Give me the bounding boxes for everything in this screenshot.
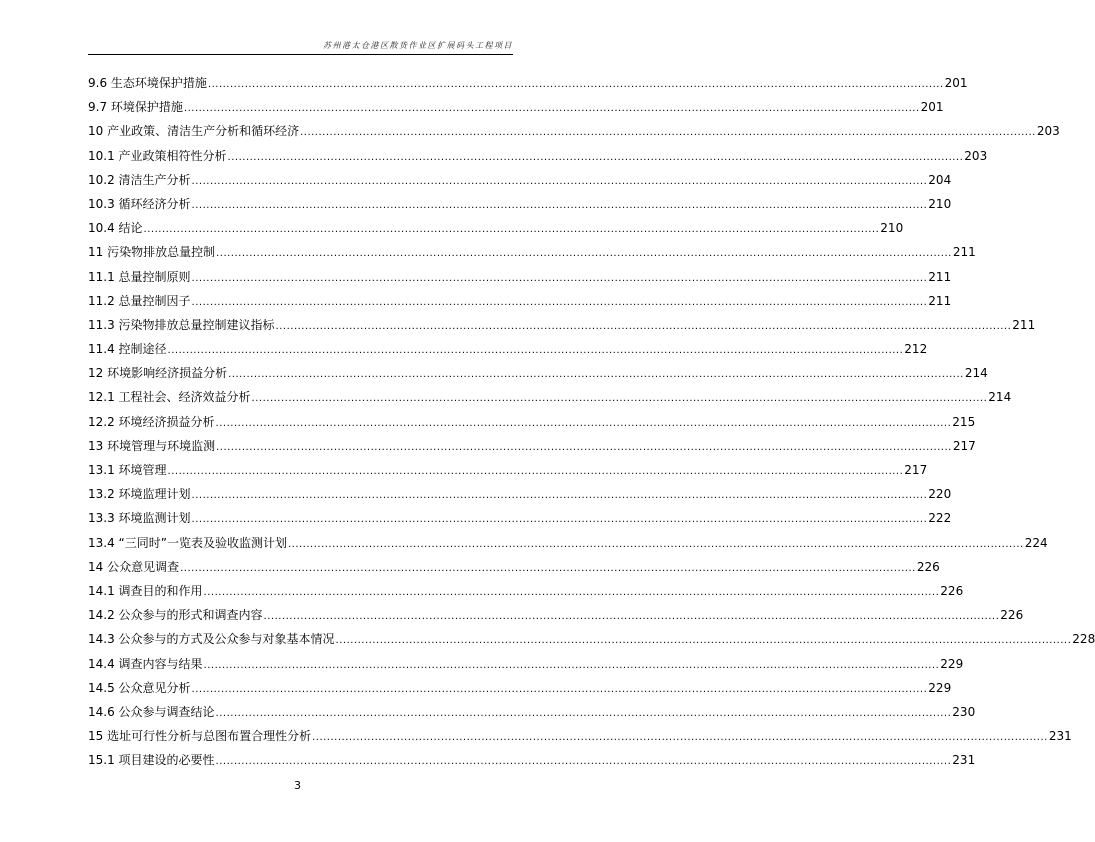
toc-entry[interactable]: [88, 458, 928, 482]
toc-entry-page: 231: [952, 753, 976, 768]
toc-leader-dots: ........................................................................................................................................................................................................: [228, 369, 964, 381]
toc-entry-title: 13.2 环境监理计划: [88, 487, 191, 502]
toc-entry-title: 11 污染物排放总量控制: [88, 245, 216, 260]
toc-leader-dots: ........................................................................................................................................................................................................: [183, 103, 920, 115]
toc-entry[interactable]: [88, 361, 988, 385]
toc-leader-dots: ........................................................................................................................................................................................................: [167, 345, 904, 357]
toc-entry-page: 231: [1048, 729, 1072, 744]
toc-leader-dots: ........................................................................................................................................................................................................: [207, 79, 944, 90]
toc-entry-title: 10.3 循环经济分析: [88, 196, 191, 211]
toc-entry-page: 210: [880, 221, 904, 236]
toc-entry-page: 211: [928, 269, 952, 284]
toc-entry-title: 13.3 环境监测计划: [88, 511, 191, 526]
toc-leader-dots: ........................................................................................................................................................................................................: [191, 199, 928, 211]
toc-entry-title: 15 选址可行性分析与总图布置合理性分析: [88, 729, 312, 744]
toc-entry-title: 14.6 公众参与调查结论: [88, 704, 215, 719]
toc-entry[interactable]: [88, 95, 944, 119]
toc-leader-dots: ........................................................................................................................................................................................................: [335, 635, 1072, 647]
toc-leader-dots: ........................................................................................................................................................................................................: [300, 127, 1036, 139]
toc-leader-dots: ........................................................................................................................................................................................................: [143, 224, 880, 236]
toc-entry-page: 201: [944, 76, 968, 90]
toc-entry-page: 210: [928, 196, 952, 211]
toc-entry-title: 9.7 环境保护措施: [88, 100, 183, 115]
toc-entry[interactable]: [88, 313, 1036, 337]
toc-entry[interactable]: [88, 676, 952, 700]
toc-entry[interactable]: [88, 482, 952, 506]
toc-entry[interactable]: [88, 240, 976, 264]
toc-leader-dots: ........................................................................................................................................................................................................: [215, 707, 952, 719]
toc-leader-dots: ........................................................................................................................................................................................................: [180, 562, 916, 574]
toc-leader-dots: ........................................................................................................................................................................................................: [167, 466, 904, 477]
toc-entry[interactable]: [88, 652, 964, 676]
toc-entry[interactable]: [88, 506, 952, 530]
toc-entry-title: 11.4 控制途径: [88, 342, 167, 357]
toc-entry[interactable]: [88, 216, 904, 240]
toc-entry-page: 222: [928, 511, 952, 526]
toc-entry-page: 220: [928, 487, 952, 502]
toc-entry-title: 11.1 总量控制原则: [88, 269, 191, 284]
toc-entry[interactable]: [88, 337, 928, 361]
toc-entry-title: 10.1 产业政策相符性分析: [88, 148, 227, 163]
toc-entry-page: 201: [920, 100, 944, 115]
toc-entry-title: 14 公众意见调查: [88, 559, 180, 574]
toc-entry-title: 15.1 项目建设的必要性: [88, 753, 215, 768]
toc-entry[interactable]: [88, 265, 952, 289]
toc-entry-title: 9.6 生态环境保护措施: [88, 76, 207, 90]
toc-entry-title: 12 环境影响经济损益分析: [88, 366, 228, 381]
toc-leader-dots: ........................................................................................................................................................................................................: [215, 417, 952, 429]
toc-entry-page: 214: [988, 390, 1012, 405]
toc-entry-page: 224: [1024, 535, 1048, 550]
toc-entry[interactable]: [88, 555, 940, 579]
toc-leader-dots: ........................................................................................................................................................................................................: [191, 272, 928, 284]
toc-entry[interactable]: [88, 603, 1024, 627]
toc-entry-page: 214: [964, 366, 988, 381]
toc-entry-title: 14.2 公众参与的形式和调查内容: [88, 608, 263, 623]
toc-leader-dots: ........................................................................................................................................................................................................: [263, 611, 1000, 623]
toc-entry[interactable]: [88, 192, 952, 216]
toc-entry-title: 14.3 公众参与的方式及公众参与对象基本情况: [88, 632, 335, 647]
toc-entry[interactable]: [88, 144, 988, 168]
toc-entry-page: 226: [916, 559, 940, 574]
toc-entry-title: 13 环境管理与环境监测: [88, 438, 216, 453]
toc-entry-page: 217: [952, 438, 976, 453]
toc-entry-title: 10 产业政策、清洁生产分析和循环经济: [88, 124, 300, 139]
table-of-contents: [88, 71, 1095, 772]
toc-entry-title: 14.5 公众意见分析: [88, 680, 191, 695]
toc-leader-dots: ........................................................................................................................................................................................................: [275, 320, 1012, 332]
toc-entry-title: 10.4 结论: [88, 221, 143, 236]
toc-entry-title: 14.4 调查内容与结果: [88, 656, 203, 671]
toc-entry-page: 211: [1012, 317, 1036, 332]
toc-entry-title: 13.4 “三同时”一览表及验收监测计划: [88, 535, 287, 550]
toc-entry-page: 230: [952, 704, 976, 719]
toc-leader-dots: ........................................................................................................................................................................................................: [191, 490, 928, 502]
toc-entry[interactable]: [88, 289, 952, 313]
toc-leader-dots: ........................................................................................................................................................................................................: [215, 756, 952, 768]
toc-entry[interactable]: [88, 434, 976, 458]
toc-entry-page: 215: [952, 414, 976, 429]
toc-entry[interactable]: [88, 627, 1095, 651]
toc-entry-page: 226: [1000, 608, 1024, 623]
toc-entry[interactable]: [88, 531, 1048, 555]
toc-entry-title: 14.1 调查目的和作用: [88, 583, 203, 598]
toc-entry-page: 211: [952, 245, 976, 260]
toc-entry[interactable]: [88, 385, 1012, 409]
toc-entry-page: 229: [940, 656, 964, 671]
toc-leader-dots: ........................................................................................................................................................................................................: [191, 175, 928, 187]
toc-entry[interactable]: [88, 748, 976, 772]
toc-entry-title: 12.2 环境经济损益分析: [88, 414, 215, 429]
toc-leader-dots: ........................................................................................................................................................................................................: [203, 586, 940, 598]
toc-entry-page: 211: [928, 293, 952, 308]
toc-entry-title: 11.3 污染物排放总量控制建议指标: [88, 317, 275, 332]
page-number: 3: [294, 779, 301, 792]
toc-entry[interactable]: [88, 168, 952, 192]
toc-leader-dots: ........................................................................................................................................................................................................: [191, 683, 928, 695]
toc-leader-dots: ........................................................................................................................................................................................................: [191, 296, 928, 308]
toc-entry-page: 228: [1072, 632, 1095, 647]
toc-entry-page: 203: [1036, 124, 1060, 139]
toc-entry-title: 13.1 环境管理: [88, 463, 167, 477]
toc-leader-dots: ........................................................................................................................................................................................................: [287, 538, 1024, 550]
toc-leader-dots: ........................................................................................................................................................................................................: [216, 441, 952, 453]
toc-entry-title: 10.2 清洁生产分析: [88, 172, 191, 187]
toc-entry[interactable]: [88, 71, 968, 95]
toc-entry-page: 226: [940, 583, 964, 598]
toc-entry-page: 229: [928, 680, 952, 695]
toc-leader-dots: ........................................................................................................................................................................................................: [216, 248, 952, 260]
toc-leader-dots: ........................................................................................................................................................................................................: [191, 514, 928, 526]
header-text: 苏州港太仓港区散货作业区扩展码头工程项目: [323, 41, 513, 50]
toc-leader-dots: ........................................................................................................................................................................................................: [312, 732, 1048, 744]
toc-leader-dots: ........................................................................................................................................................................................................: [227, 151, 964, 163]
toc-leader-dots: ........................................................................................................................................................................................................: [203, 659, 940, 671]
toc-entry[interactable]: [88, 410, 976, 434]
toc-entry-page: 217: [904, 463, 928, 477]
page-header: [88, 40, 513, 55]
toc-entry-title: 11.2 总量控制因子: [88, 293, 191, 308]
toc-leader-dots: ........................................................................................................................................................................................................: [251, 393, 988, 405]
toc-entry[interactable]: [88, 119, 1060, 143]
toc-entry[interactable]: [88, 579, 964, 603]
toc-entry-page: 204: [928, 172, 952, 187]
toc-entry-page: 203: [964, 148, 988, 163]
toc-entry-title: 12.1 工程社会、经济效益分析: [88, 390, 251, 405]
toc-entry[interactable]: [88, 700, 976, 724]
toc-entry[interactable]: [88, 724, 1072, 748]
toc-entry-page: 212: [904, 342, 928, 357]
